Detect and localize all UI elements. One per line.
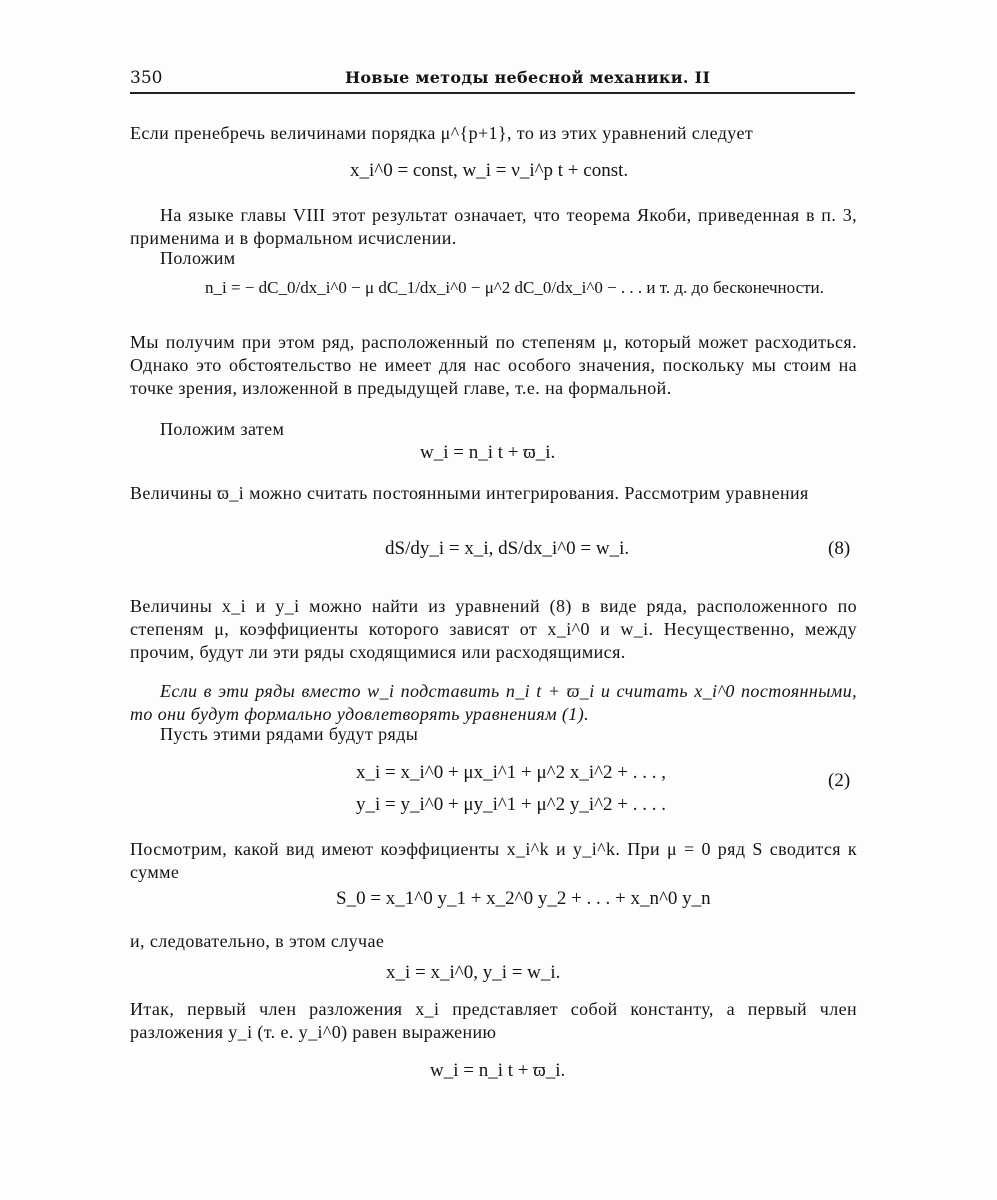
formula-6: S_0 = x_1^0 y_1 + x_2^0 y_2 + . . . + x_n^0 y_n [336,888,711,909]
paragraph-1 [130,122,857,145]
paragraph-5: Положим затем [160,419,285,439]
equation-number-2: (2) [828,770,851,791]
paragraph-6: Величины ϖ_i можно считать постоянными интегрирования. Рассмотрим уравнения [130,483,809,503]
formula-5b: y_i = y_i^0 + μy_i^1 + μ^2 y_i^2 + . . . . [356,794,667,815]
paragraph-8: Если в эти ряды вместо w_i подставить n_i t + ϖ_i и считать x_i^0 постоянными, то они будут формально удовлетворять уравнениям (1). [130,681,857,724]
equation-number-8: (8) [828,538,851,559]
paragraph-4: Мы получим при этом ряд, расположенный по степеням μ, который может расходиться. Однако это обстоятельство не имеет для нас особого значения, поскольку мы стоим на точке зрения, изложенной в предыдущей главе, т.е. на формальной. [130,332,857,398]
formula-7: x_i = x_i^0, y_i = w_i. [386,962,561,983]
paragraph-2: На языке главы VIII этот результат означает, что теорема Якоби, приведенная в п. 3, применима и в формальном исчислении. [130,205,857,248]
formula-8: w_i = n_i t + ϖ_i. [430,1060,566,1081]
formula-5a: x_i = x_i^0 + μx_i^1 + μ^2 x_i^2 + . . . , [356,762,667,783]
paragraph-9: Пусть этими рядами будут ряды [160,724,419,744]
formula-3: w_i = n_i t + ϖ_i. [420,442,556,463]
page-number: 350 [130,68,163,88]
paragraph-1-text: Если пренебречь величинами порядка μ^{p+1}, то из этих уравнений следует [130,123,754,143]
formula-2: n_i = − dC_0/dx_i^0 − μ dC_1/dx_i^0 − μ^2 dC_0/dx_i^0 − . . . и т. д. до бесконечности. [205,278,824,297]
running-title: Новые методы небесной механики. II [345,68,711,87]
paragraph-11: и, следовательно, в этом случае [130,931,385,951]
paragraph-3: Положим [160,248,236,268]
page-header [130,68,855,94]
formula-1: x_i^0 = const, w_i = ν_i^p t + const. [350,160,629,181]
paragraph-7: Величины x_i и y_i можно найти из уравнений (8) в виде ряда, расположенного по степеням μ, коэффициенты которого зависят от x_i^0 и w_i. Несущественно, между прочим, будут ли эти ряды сходящимися или расходящимися. [130,596,857,662]
paragraph-12: Итак, первый член разложения x_i представляет собой константу, а первый член разложения y_i (т. е. y_i^0) равен выражению [130,999,857,1042]
formula-4: dS/dy_i = x_i, dS/dx_i^0 = w_i. [385,538,630,559]
paragraph-10: Посмотрим, какой вид имеют коэффициенты x_i^k и y_i^k. При μ = 0 ряд S сводится к сумме [130,839,857,882]
